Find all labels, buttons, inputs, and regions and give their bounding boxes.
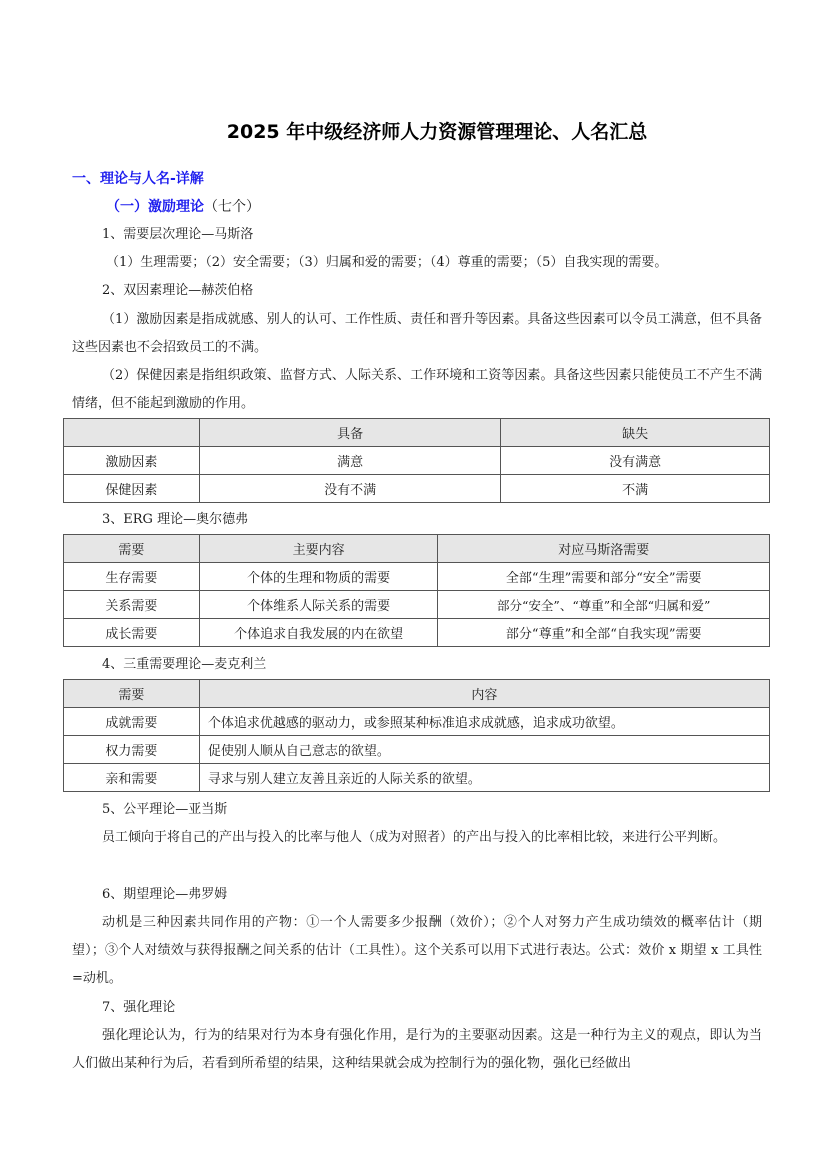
page-title: 2025 年中级经济师人力资源管理理论、人名汇总 <box>226 121 648 143</box>
table-row <box>64 591 770 619</box>
theory-2-heading: 2、双因素理论—赫茨伯格 <box>102 283 254 298</box>
theory-4-heading: 4、三重需要理论—麦克利兰 <box>102 657 267 672</box>
table-cell: 关系需要 <box>64 591 200 619</box>
table-header-row <box>64 680 770 708</box>
table-header-cell <box>64 419 200 447</box>
table-cell: 寻求与别人建立友善且亲近的人际关系的欲望。 <box>199 764 769 792</box>
theory-2-paragraph-2: （2）保健因素是指组织政策、监督方式、人际关系、工作环境和工资等因素。具备这些因素只能使员工不产生不满情绪，但不能起到激励的作用。 <box>72 368 762 411</box>
table-row <box>64 475 770 503</box>
table-header-cell: 主要内容 <box>199 535 438 563</box>
table-cell: 部分“安全”、“尊重”和全部“归属和爱” <box>438 591 770 619</box>
theory-2-paragraph-1: （1）激励因素是指成就感、别人的认可、工作性质、责任和晋升等因素。具备这些因素可以令员工满意，但不具备这些因素也不会招致员工的不满。 <box>72 312 762 355</box>
table-cell: 不满 <box>501 475 770 503</box>
table-row <box>64 764 770 792</box>
table-header-cell: 缺失 <box>501 419 770 447</box>
theory-6-paragraph: 动机是三种因素共同作用的产物：①一个人需要多少报酬（效价）；②个人对努力产生成功绩效的概率估计（期望）；③个人对绩效与获得报酬之间关系的估计（工具性）。这个关系可以用下式进行表达。公式：效价 x 期望 x 工具性=动机。 <box>72 915 762 986</box>
table-cell: 成就需要 <box>64 708 200 736</box>
table-header-row <box>64 419 770 447</box>
table-cell: 个体追求自我发展的内在欲望 <box>199 619 438 647</box>
table-cell: 个体的生理和物质的需要 <box>199 563 438 591</box>
erg-table <box>63 534 770 647</box>
table-cell: 全部“生理”需要和部分“安全”需要 <box>438 563 770 591</box>
table-header-cell: 需要 <box>64 680 200 708</box>
two-factor-table <box>63 418 770 503</box>
three-needs-table <box>63 679 770 792</box>
table-row <box>64 619 770 647</box>
table-header-cell: 内容 <box>199 680 769 708</box>
theory-5-heading: 5、公平理论—亚当斯 <box>102 802 228 817</box>
subsection-note: （七个） <box>204 199 260 215</box>
table-header-cell: 具备 <box>199 419 501 447</box>
theory-7-heading: 7、强化理论 <box>102 1000 176 1015</box>
table-row <box>64 563 770 591</box>
table-cell: 个体追求优越感的驱动力，或参照某种标准追求成就感，追求成功欲望。 <box>199 708 769 736</box>
theory-1-text: （1）生理需要；（2）安全需要；（3）归属和爱的需要；（4）尊重的需要；（5）自我实现的需要。 <box>106 255 668 270</box>
table-cell: 权力需要 <box>64 736 200 764</box>
theory-6-heading: 6、期望理论—弗罗姆 <box>102 887 228 902</box>
theory-5-paragraph: 员工倾向于将自己的产出与投入的比率与他人（成为对照者）的产出与投入的比率相比较，来进行公平判断。 <box>102 830 727 845</box>
theory-7-paragraph: 强化理论认为，行为的结果对行为本身有强化作用，是行为的主要驱动因素。这是一种行为主义的观点，即认为当人们做出某种行为后，若看到所希望的结果，这种结果就会成为控制行为的强化物，强化已经做出 <box>72 1028 762 1071</box>
table-header-row <box>64 535 770 563</box>
table-cell: 亲和需要 <box>64 764 200 792</box>
table-row <box>64 708 770 736</box>
theory-1-heading: 1、需要层次理论—马斯洛 <box>102 227 254 242</box>
table-cell: 激励因素 <box>64 447 200 475</box>
table-header-cell: 需要 <box>64 535 200 563</box>
subsection-heading <box>106 196 260 216</box>
table-cell: 促使别人顺从自己意志的欲望。 <box>199 736 769 764</box>
table-cell: 个体维系人际关系的需要 <box>199 591 438 619</box>
table-header-cell: 对应马斯洛需要 <box>438 535 770 563</box>
table-cell: 满意 <box>199 447 501 475</box>
table-row <box>64 736 770 764</box>
table-cell: 没有不满 <box>199 475 501 503</box>
table-cell: 成长需要 <box>64 619 200 647</box>
table-cell: 生存需要 <box>64 563 200 591</box>
subsection-title: （一）激励理论 <box>106 199 204 215</box>
table-cell: 部分“尊重”和全部“自我实现”需要 <box>438 619 770 647</box>
section-heading: 一、理论与人名-详解 <box>72 171 204 187</box>
table-row <box>64 447 770 475</box>
table-cell: 保健因素 <box>64 475 200 503</box>
theory-3-heading: 3、ERG 理论—奥尔德弗 <box>102 512 249 527</box>
table-cell: 没有满意 <box>501 447 770 475</box>
